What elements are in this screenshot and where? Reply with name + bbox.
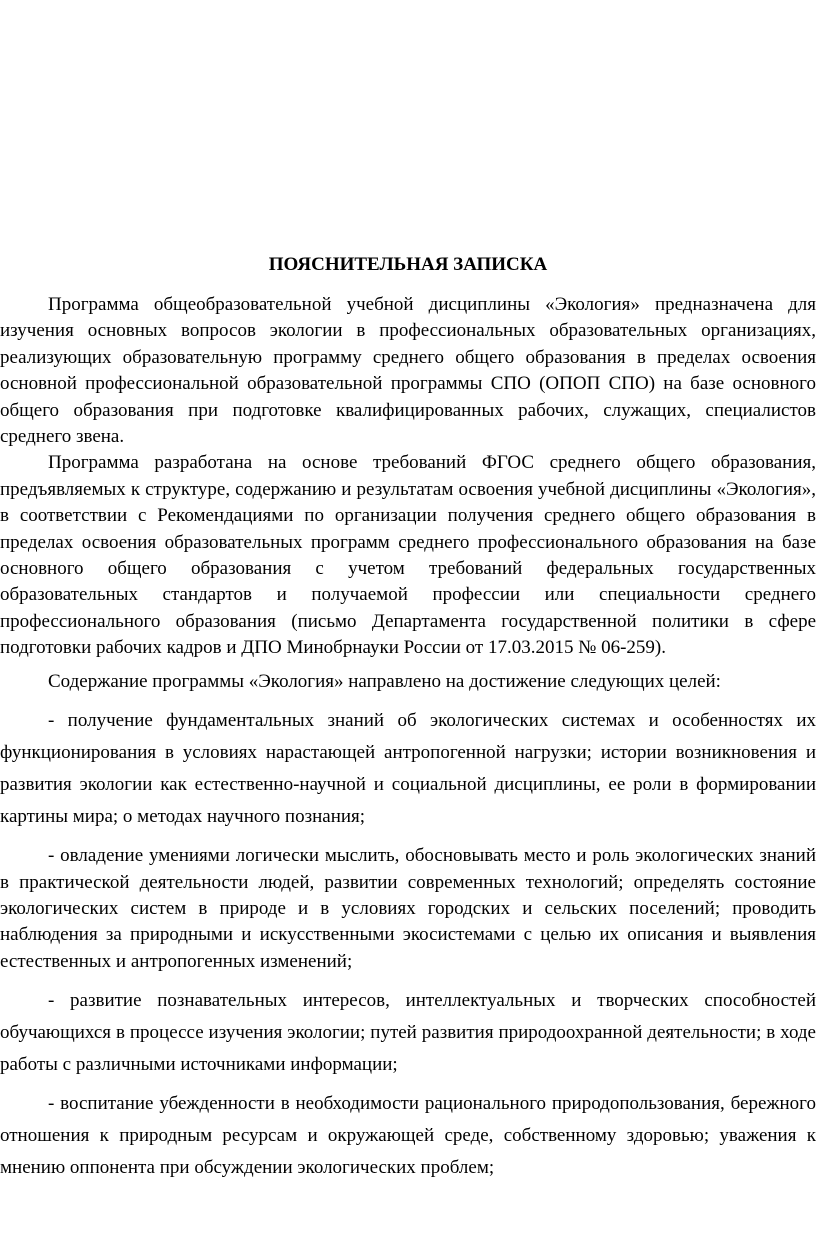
paragraph-goals-intro: Содержание программы «Экология» направлено на достижение следующих целей:: [48, 670, 721, 692]
paragraph-basis: Программа разработана на основе требований ФГОС среднего общего образования, предъявляемых к структуре, содержанию и результатам освоения учебной дисциплины «Экология», в соответствии с Рекомендациями по организации получения среднего общего образования в пределах освоения образовательных программ среднего профессионального образования на базе основного общего образования с учетом требований федеральных государственных образовательных стандартов и получаемой профессии или специальности среднего профессионального образования (письмо Департамента государственной политики в сфере подготовки рабочих кадров и ДПО Минобрнауки России от 17.03.2015 № 06-259).: [0, 452, 816, 659]
goal-item-skills: - овладение умениями логически мыслить, обосновывать место и роль экологических знаний в практической деятельности людей, развитии современных технологий; определять состояние экологических систем в природе и в условиях городских и сельских поселений; проводить наблюдения за природными и искусственными экосистемами с целью их описания и выявления естественных и антропогенных изменений;: [0, 845, 816, 972]
goal-item-knowledge: - получение фундаментальных знаний об экологических системах и особенностях их функционирования в условиях нарастающей антропогенной нагрузки; истории возникновения и развития экологии как естественно-научной и социальной дисциплины, ее роли в формировании картины мира; о методах научного познания;: [0, 710, 816, 828]
goal-item-development: - развитие познавательных интересов, интеллектуальных и творческих способностей обучающихся в процессе изучения экологии; путей развития природоохранной деятельности; в ходе работы с различными источниками информации;: [0, 990, 816, 1076]
document-title: ПОЯСНИТЕЛЬНАЯ ЗАПИСКА: [268, 254, 548, 275]
goal-item-upbringing: - воспитание убежденности в необходимости рационального природопользования, бережного отношения к природным ресурсам и окружающей среде, собственному здоровью; уважения к мнению оппонента при обсуждении экологических проблем;: [0, 1093, 816, 1179]
paragraph-purpose: Программа общеобразовательной учебной дисциплины «Экология» предназначена для изучения основных вопросов экологии в профессиональных образовательных организациях, реализующих образовательную программу среднего общего образования в пределах освоения основной профессиональной образовательной программы СПО (ОПОП СПО) на базе основного общего образования при подготовке квалифицированных рабочих, служащих, специалистов среднего звена.: [0, 294, 816, 448]
document-body: [0, 292, 816, 1184]
